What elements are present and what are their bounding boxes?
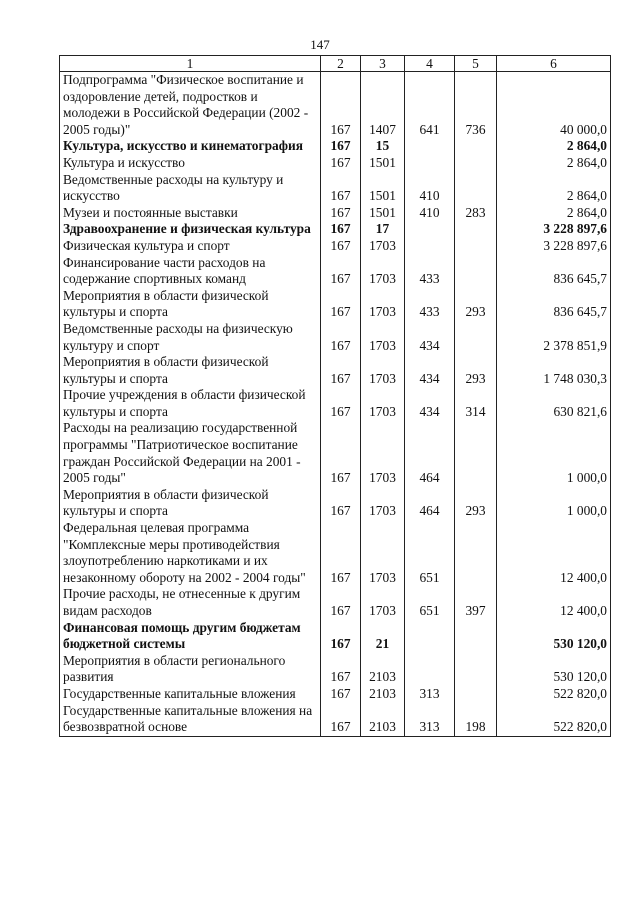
row-col-5: 283 <box>455 205 497 222</box>
page-number: 147 <box>310 37 330 52</box>
row-col-2: 167 <box>321 321 361 354</box>
row-col-3: 17 <box>361 221 405 238</box>
row-col-3: 1407 <box>361 72 405 139</box>
header-col-6: 6 <box>497 56 611 72</box>
row-col-4: 464 <box>405 487 455 520</box>
row-col-3: 21 <box>361 620 405 653</box>
row-name: Мероприятия в области физической культуры и спорта <box>60 354 321 387</box>
row-col-2: 167 <box>321 387 361 420</box>
row-col-2: 167 <box>321 354 361 387</box>
row-name: Расходы на реализацию государственной программы "Патриотическое воспитание граждан Российской Федерации на 2001 - 2005 годы" <box>60 420 321 486</box>
row-col-3: 2103 <box>361 703 405 737</box>
row-name: Ведомственные расходы на культуру и искусство <box>60 172 321 205</box>
row-col-2: 167 <box>321 653 361 686</box>
row-col-2: 167 <box>321 686 361 703</box>
row-col-4 <box>405 620 455 653</box>
header-col-2: 2 <box>321 56 361 72</box>
row-col-2: 167 <box>321 138 361 155</box>
row-col-5 <box>455 620 497 653</box>
row-col-4 <box>405 653 455 686</box>
row-col-5 <box>455 238 497 255</box>
row-col-3: 1703 <box>361 321 405 354</box>
row-amount: 530 120,0 <box>497 620 611 653</box>
row-col-4: 651 <box>405 586 455 619</box>
row-name: Культура и искусство <box>60 155 321 172</box>
row-col-4 <box>405 221 455 238</box>
row-col-2: 167 <box>321 487 361 520</box>
row-col-3: 1703 <box>361 487 405 520</box>
row-col-4: 410 <box>405 172 455 205</box>
row-col-5 <box>455 520 497 586</box>
row-col-4 <box>405 238 455 255</box>
row-col-4: 641 <box>405 72 455 139</box>
row-name: Физическая культура и спорт <box>60 238 321 255</box>
row-col-3: 1703 <box>361 238 405 255</box>
table-row <box>60 288 611 321</box>
row-col-3: 2103 <box>361 653 405 686</box>
row-col-4: 433 <box>405 288 455 321</box>
row-col-3: 1703 <box>361 255 405 288</box>
row-amount: 530 120,0 <box>497 653 611 686</box>
row-name: Федеральная целевая программа "Комплексные меры противодействия злоупотреблению наркотиками и их незаконному обороту на 2002 - 2004 годы" <box>60 520 321 586</box>
row-col-5: 198 <box>455 703 497 737</box>
row-col-4: 313 <box>405 703 455 737</box>
header-col-1: 1 <box>60 56 321 72</box>
row-col-5: 293 <box>455 487 497 520</box>
row-amount: 3 228 897,6 <box>497 238 611 255</box>
row-col-2: 167 <box>321 221 361 238</box>
row-col-5: 314 <box>455 387 497 420</box>
row-name: Финансовая помощь другим бюджетам бюджетной системы <box>60 620 321 653</box>
row-amount: 1 000,0 <box>497 420 611 486</box>
table-row <box>60 586 611 619</box>
row-col-2: 167 <box>321 155 361 172</box>
table-row <box>60 354 611 387</box>
row-col-5 <box>455 686 497 703</box>
table-row <box>60 487 611 520</box>
row-col-3: 1703 <box>361 586 405 619</box>
row-col-2: 167 <box>321 172 361 205</box>
row-name: Мероприятия в области физической культуры и спорта <box>60 487 321 520</box>
row-amount: 2 864,0 <box>497 205 611 222</box>
row-col-3: 1501 <box>361 205 405 222</box>
row-col-5 <box>455 221 497 238</box>
row-col-3: 1501 <box>361 155 405 172</box>
row-amount: 1 748 030,3 <box>497 354 611 387</box>
header-row <box>60 56 611 72</box>
row-amount: 522 820,0 <box>497 686 611 703</box>
row-name: Подпрограмма "Физическое воспитание и оздоровление детей, подростков и молодежи в Российской Федерации (2002 - 2005 годы)" <box>60 72 321 139</box>
row-col-4: 434 <box>405 354 455 387</box>
row-col-3: 1703 <box>361 288 405 321</box>
row-amount: 836 645,7 <box>497 288 611 321</box>
row-col-5: 736 <box>455 72 497 139</box>
row-amount: 836 645,7 <box>497 255 611 288</box>
row-name: Финансирование части расходов на содержание спортивных команд <box>60 255 321 288</box>
table-row <box>60 653 611 686</box>
row-col-3: 2103 <box>361 686 405 703</box>
row-col-2: 167 <box>321 205 361 222</box>
row-col-5: 293 <box>455 354 497 387</box>
table-row <box>60 172 611 205</box>
row-name: Мероприятия в области регионального развития <box>60 653 321 686</box>
header-col-5: 5 <box>455 56 497 72</box>
row-amount: 522 820,0 <box>497 703 611 737</box>
row-col-3: 1501 <box>361 172 405 205</box>
row-amount: 12 400,0 <box>497 586 611 619</box>
table-row <box>60 255 611 288</box>
row-col-2: 167 <box>321 238 361 255</box>
row-amount: 3 228 897,6 <box>497 221 611 238</box>
header-col-4: 4 <box>405 56 455 72</box>
row-col-4: 464 <box>405 420 455 486</box>
row-col-2: 167 <box>321 586 361 619</box>
row-col-3: 1703 <box>361 387 405 420</box>
row-amount: 2 864,0 <box>497 138 611 155</box>
row-col-4: 433 <box>405 255 455 288</box>
row-amount: 2 864,0 <box>497 155 611 172</box>
row-col-5 <box>455 138 497 155</box>
row-col-2: 167 <box>321 520 361 586</box>
row-name: Ведомственные расходы на физическую культуру и спорт <box>60 321 321 354</box>
row-col-2: 167 <box>321 288 361 321</box>
table-row <box>60 72 611 139</box>
table-row <box>60 703 611 737</box>
row-col-2: 167 <box>321 703 361 737</box>
table-row <box>60 205 611 222</box>
row-col-5 <box>455 255 497 288</box>
row-col-3: 15 <box>361 138 405 155</box>
row-col-5 <box>455 172 497 205</box>
row-col-5 <box>455 321 497 354</box>
row-col-5 <box>455 653 497 686</box>
row-name: Мероприятия в области физической культуры и спорта <box>60 288 321 321</box>
row-amount: 2 378 851,9 <box>497 321 611 354</box>
row-col-3: 1703 <box>361 354 405 387</box>
table-row <box>60 520 611 586</box>
row-amount: 40 000,0 <box>497 72 611 139</box>
table-row <box>60 620 611 653</box>
row-col-2: 167 <box>321 620 361 653</box>
row-col-5 <box>455 155 497 172</box>
table-row <box>60 387 611 420</box>
row-amount: 2 864,0 <box>497 172 611 205</box>
row-col-5 <box>455 420 497 486</box>
row-col-4 <box>405 155 455 172</box>
row-name: Прочие расходы, не отнесенные к другим видам расходов <box>60 586 321 619</box>
row-col-4 <box>405 138 455 155</box>
table-row <box>60 238 611 255</box>
row-col-4: 434 <box>405 321 455 354</box>
table-row <box>60 321 611 354</box>
row-col-4: 410 <box>405 205 455 222</box>
row-col-5: 293 <box>455 288 497 321</box>
row-col-5: 397 <box>455 586 497 619</box>
budget-table <box>59 55 611 737</box>
table-row <box>60 686 611 703</box>
table-row <box>60 155 611 172</box>
row-name: Здравоохранение и физическая культура <box>60 221 321 238</box>
row-name: Музеи и постоянные выставки <box>60 205 321 222</box>
row-amount: 12 400,0 <box>497 520 611 586</box>
row-amount: 1 000,0 <box>497 487 611 520</box>
row-col-4: 651 <box>405 520 455 586</box>
row-col-2: 167 <box>321 255 361 288</box>
table-row <box>60 420 611 486</box>
row-col-4: 313 <box>405 686 455 703</box>
row-name: Культура, искусство и кинематография <box>60 138 321 155</box>
row-col-4: 434 <box>405 387 455 420</box>
row-col-3: 1703 <box>361 420 405 486</box>
row-name: Государственные капитальные вложения на безвозвратной основе <box>60 703 321 737</box>
row-col-2: 167 <box>321 72 361 139</box>
row-col-3: 1703 <box>361 520 405 586</box>
table-row <box>60 138 611 155</box>
row-amount: 630 821,6 <box>497 387 611 420</box>
row-col-2: 167 <box>321 420 361 486</box>
header-col-3: 3 <box>361 56 405 72</box>
row-name: Государственные капитальные вложения <box>60 686 321 703</box>
row-name: Прочие учреждения в области физической культуры и спорта <box>60 387 321 420</box>
table-row <box>60 221 611 238</box>
